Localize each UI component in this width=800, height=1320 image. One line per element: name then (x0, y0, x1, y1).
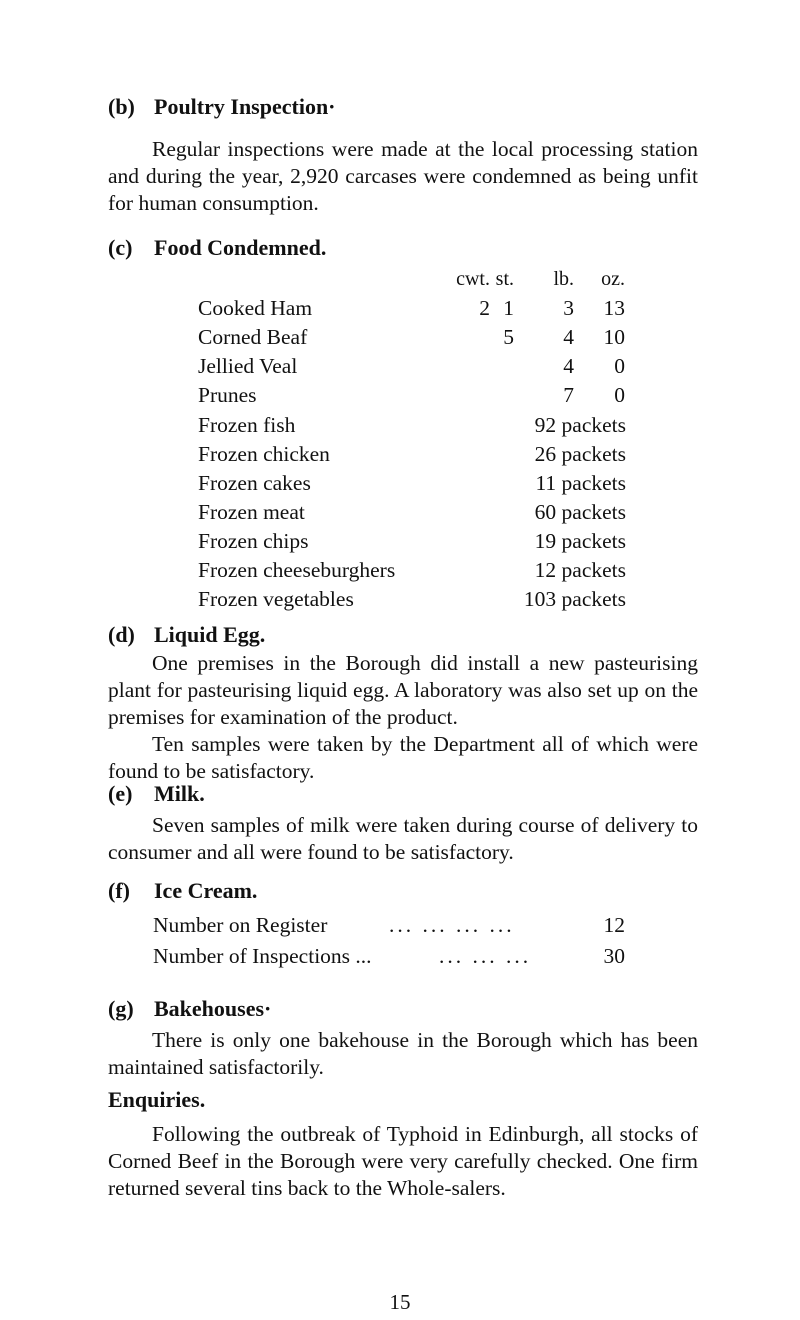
packet-qty: 60 packets (534, 500, 626, 524)
table-row (0, 587, 800, 613)
enquiries-heading (108, 1087, 205, 1113)
table-row (0, 296, 800, 322)
egg-mark: (d) (108, 622, 135, 647)
item-name: Corned Beaf (198, 325, 308, 349)
milk-title: Milk. (154, 781, 205, 806)
table-row (0, 354, 800, 380)
oz-value: 13 (603, 296, 625, 320)
poultry-mark: (b) (108, 94, 135, 119)
ice-value: 30 (603, 944, 625, 968)
egg-title: Liquid Egg. (154, 622, 266, 647)
lb-value: 3 (563, 296, 574, 320)
oz-value: 0 (614, 383, 625, 407)
col-st: st. (495, 268, 514, 290)
ice-row-inspections (153, 944, 625, 972)
food-table-header (0, 268, 800, 294)
table-row (0, 442, 800, 468)
col-cwt: cwt. (456, 268, 490, 290)
lb-value: 4 (563, 325, 574, 349)
st-value: 1 (503, 296, 514, 320)
cwt-value: 2 (479, 296, 490, 320)
milk-text: Seven samples of milk were taken during course of delivery to consumer and all were found to be satisfactory. (108, 813, 698, 864)
bake-heading (108, 996, 271, 1022)
egg-text-1: One premises in the Borough did install a new pasteurising plant for pasteurising liquid egg. A laboratory was also set up on the premises for examination of the product. (108, 651, 698, 729)
table-row (0, 471, 800, 497)
bake-mark: (g) (108, 996, 134, 1021)
poultry-title: Poultry Inspection· (154, 94, 336, 119)
item-name: Frozen vegetables (198, 587, 354, 611)
col-oz: oz. (601, 268, 625, 290)
ice-mark: (f) (108, 878, 130, 903)
egg-heading (108, 622, 265, 648)
item-name: Jellied Veal (198, 354, 298, 378)
st-value: 5 (503, 325, 514, 349)
ice-heading (108, 878, 257, 904)
food-heading (108, 235, 326, 261)
packet-qty: 26 packets (534, 442, 626, 466)
bake-title: Bakehouses· (154, 996, 272, 1021)
lb-value: 4 (563, 354, 574, 378)
lb-value: 7 (563, 383, 574, 407)
page-number: 15 (389, 1290, 411, 1314)
item-name: Frozen cakes (198, 471, 311, 495)
oz-value: 0 (614, 354, 625, 378)
egg-text-2: Ten samples were taken by the Department all of which were found to be satisfactory. (108, 732, 698, 783)
packet-qty: 103 packets (523, 587, 626, 611)
table-row (0, 529, 800, 555)
food-title: Food Condemned. (154, 235, 327, 260)
leader-dots: ... ... ... ... (389, 913, 515, 937)
packet-qty: 11 packets (535, 471, 626, 495)
ice-label: Number of Inspections ... (153, 944, 372, 968)
bake-text: There is only one bakehouse in the Borough which has been maintained satisfactorily. (108, 1028, 698, 1079)
leader-dots: ... ... ... (439, 944, 532, 968)
packet-qty: 92 packets (534, 413, 626, 437)
ice-label: Number on Register (153, 913, 328, 937)
table-row (0, 383, 800, 409)
milk-heading (108, 781, 205, 807)
ice-title: Ice Cream. (154, 878, 258, 903)
poultry-text: Regular inspections were made at the local processing station and during the year, 2,920 carcases were condemned as being unfit for human consumption. (108, 137, 698, 215)
milk-mark: (e) (108, 781, 133, 806)
table-row (0, 558, 800, 584)
item-name: Cooked Ham (198, 296, 313, 320)
col-lb: lb. (553, 268, 574, 290)
table-row (0, 413, 800, 439)
item-name: Frozen chicken (198, 442, 330, 466)
item-name: Frozen meat (198, 500, 305, 524)
item-name: Frozen cheeseburghers (198, 558, 396, 582)
poultry-heading (108, 94, 336, 120)
packet-qty: 12 packets (534, 558, 626, 582)
item-name: Frozen fish (198, 413, 296, 437)
item-name: Prunes (198, 383, 257, 407)
ice-value: 12 (603, 913, 625, 937)
table-row (0, 325, 800, 351)
enquiries-title: Enquiries. (108, 1087, 206, 1112)
oz-value: 10 (603, 325, 625, 349)
item-name: Frozen chips (198, 529, 309, 553)
packet-qty: 19 packets (534, 529, 626, 553)
table-row (0, 500, 800, 526)
enquiries-text: Following the outbreak of Typhoid in Edinburgh, all stocks of Corned Beef in the Borough were very carefully checked. One firm returned several tins back to the Whole-salers. (108, 1122, 698, 1200)
ice-row-register (153, 913, 625, 941)
food-mark: (c) (108, 235, 133, 260)
